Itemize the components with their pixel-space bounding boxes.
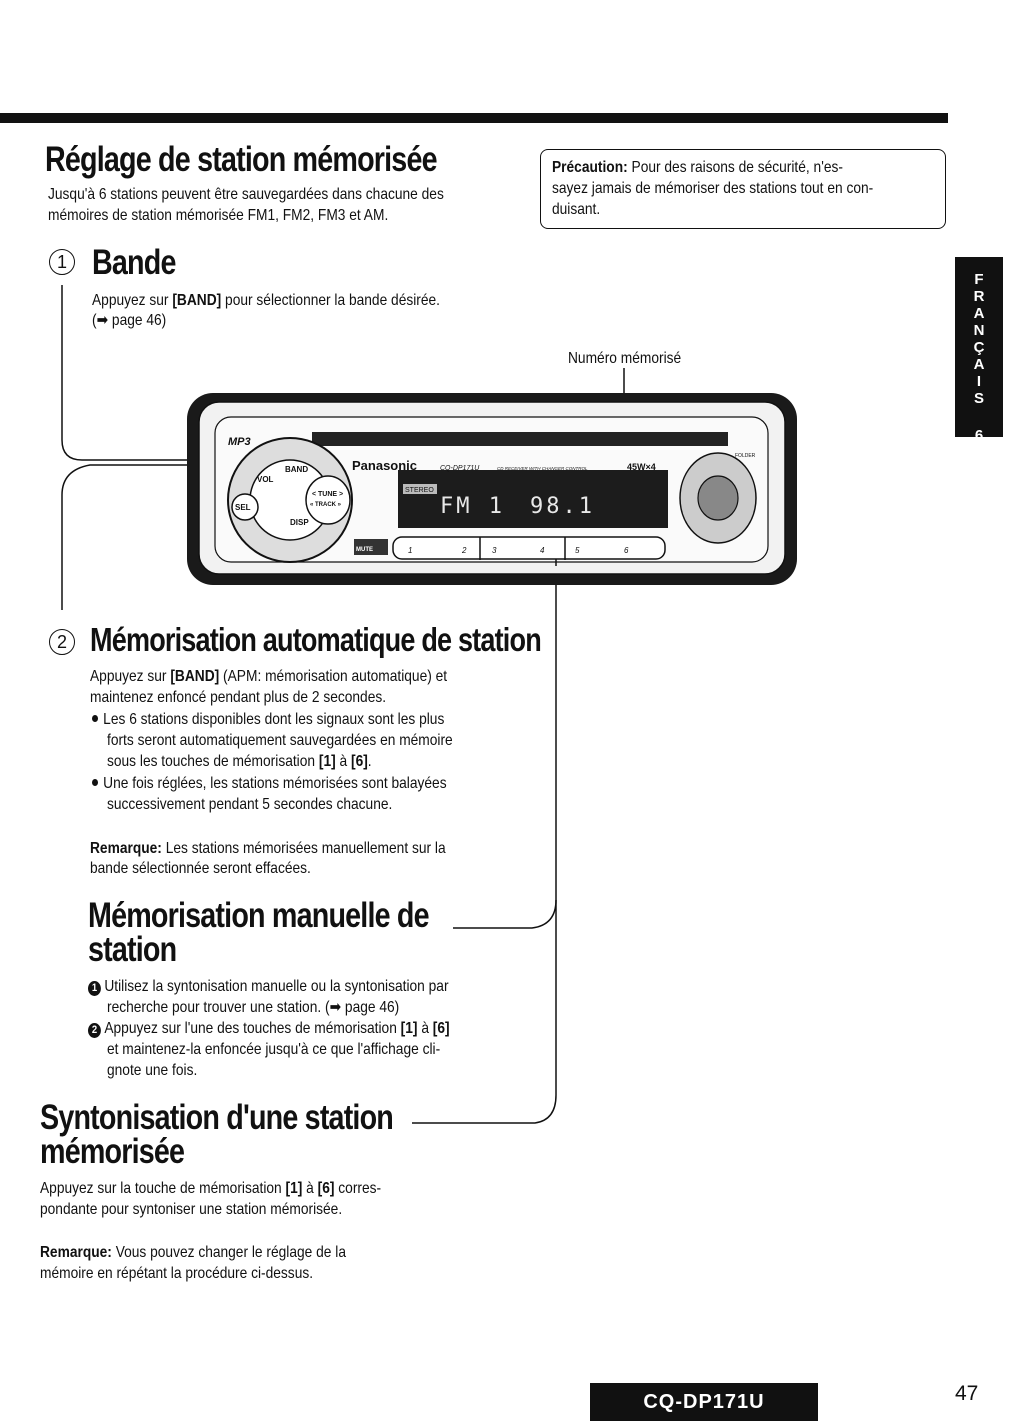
preset-4-label: 4	[540, 546, 545, 555]
preset-6-label: 6	[624, 546, 629, 555]
section-tune-title-2: mémorisée	[40, 1132, 185, 1171]
manual-step-text: Appuyez sur l'une des touches de mémorisation	[104, 1020, 401, 1037]
manual-step-1-line-2: recherche pour trouver une station. (➡ page 46)	[107, 999, 400, 1016]
tab-number: 6	[974, 427, 984, 444]
model-label: CQ-DP171U	[440, 465, 480, 472]
page-number: 47	[955, 1382, 979, 1405]
preset-5-label: 5	[575, 546, 580, 555]
tune-text: corres-	[334, 1180, 382, 1197]
auto-line-1	[90, 666, 447, 687]
bullet-icon	[92, 715, 98, 722]
sel-button-label: SEL	[235, 503, 251, 512]
tune-line-2: pondante pour syntoniser une station mémorisée.	[40, 1201, 343, 1218]
step-2-icon: 2	[88, 1023, 101, 1038]
tab-letter: Ç	[973, 339, 985, 356]
brand-logo: Panasonic	[352, 458, 418, 473]
note-text: Les stations mémorisées manuellement sur la	[161, 840, 446, 857]
preset-1-label: 1	[408, 546, 413, 555]
folder-label: FOLDER	[735, 453, 756, 459]
auto-bullet-2-line-1	[92, 773, 447, 794]
auto-bullet-1-line-3	[107, 751, 372, 772]
section-number-1: 1	[49, 249, 75, 275]
band-key: [BAND]	[170, 668, 220, 685]
preset-key-6: [6]	[432, 1020, 450, 1037]
preset-key-1: [1]	[318, 753, 336, 770]
auto-bullet-text: sous les touches de mémorisation	[107, 753, 319, 770]
bullet-icon	[92, 779, 98, 786]
tune-label: < TUNE >	[312, 491, 344, 498]
preset-key-6: [6]	[317, 1180, 335, 1197]
power-rating: 45W×4	[627, 462, 656, 472]
auto-note-line-2: bande sélectionnée seront effacées.	[90, 860, 311, 877]
display-band: FM 1	[440, 494, 505, 519]
display-frequency: 98.1	[530, 494, 595, 519]
bande-line-2: (➡ page 46)	[92, 312, 167, 329]
disp-button-label: DISP	[290, 518, 309, 527]
preset-key-6: [6]	[350, 753, 368, 770]
auto-bullet-1-line-1	[92, 709, 444, 730]
manual-step-2-line-3: gnote une fois.	[107, 1062, 198, 1079]
preset-key-1: [1]	[400, 1020, 418, 1037]
bande-text: Appuyez sur	[92, 292, 173, 309]
auto-text: Appuyez sur	[90, 668, 171, 685]
tune-note-line-1	[40, 1242, 346, 1263]
manual-step-text: Utilisez la syntonisation manuelle ou la syntonisation par	[104, 978, 449, 995]
auto-bullet-text: Une fois réglées, les stations mémorisées sont balayées	[103, 775, 447, 792]
auto-text: (APM: mémorisation automatique) et	[219, 668, 448, 685]
bande-text: pour sélectionner la bande désirée.	[221, 292, 441, 309]
tab-letter: A	[973, 356, 985, 373]
section-2-marker	[49, 629, 75, 655]
section-manual-title-2: station	[88, 930, 177, 969]
precaution-label: Précaution:	[552, 159, 628, 176]
callout-preset-number: Numéro mémorisé	[568, 350, 682, 367]
tune-text: Appuyez sur la touche de mémorisation	[40, 1180, 286, 1197]
section-number-2: 2	[49, 629, 75, 655]
tab-letter: I	[976, 373, 982, 390]
preset-3-label: 3	[492, 546, 497, 555]
tune-text: à	[302, 1180, 318, 1197]
manual-step-1-line-1	[88, 976, 449, 997]
tune-line-1	[40, 1178, 381, 1199]
manual-step-text: à	[417, 1020, 433, 1037]
auto-bullet-text: .	[367, 753, 372, 770]
note-label: Remarque:	[90, 840, 162, 857]
stereo-indicator: STEREO	[405, 487, 434, 494]
vol-label: VOL	[257, 475, 274, 484]
tab-letter: F	[974, 271, 984, 288]
band-button-label: BAND	[285, 465, 309, 474]
device-subtitle: CD RECEIVER WITH CHANGER CONTROL	[497, 466, 588, 471]
mp3-logo: MP3	[228, 436, 251, 448]
tab-letter: S	[973, 390, 984, 407]
precaution-line-2: sayez jamais de mémoriser des stations tout en con-	[552, 180, 874, 197]
precaution-text-1: Pour des raisons de sécurité, n'es-	[627, 159, 843, 176]
precaution-line-3: duisant.	[552, 201, 601, 218]
note-text: Vous pouvez changer le réglage de la	[111, 1244, 346, 1261]
band-key: [BAND]	[172, 292, 222, 309]
tab-letter: N	[973, 322, 985, 339]
manual-step-2-line-1	[88, 1018, 450, 1039]
auto-line-2: maintenez enfoncé pendant plus de 2 secondes.	[90, 689, 387, 706]
manual-step-2-line-2: et maintenez-la enfoncée jusqu'à ce que l'affichage cli-	[107, 1041, 441, 1058]
section-bande-title: Bande	[92, 243, 176, 282]
model-badge: CQ-DP171U	[590, 1383, 818, 1421]
intro-line-2: mémoires de station mémorisée FM1, FM2, FM3 et AM.	[48, 207, 389, 224]
section-tune-title-1: Syntonisation d'une station	[40, 1098, 394, 1137]
preset-2-label: 2	[462, 546, 467, 555]
step-1-icon: 1	[88, 981, 101, 996]
tab-letter: R	[973, 288, 985, 305]
tab-letter: A	[973, 305, 985, 322]
intro-line-1: Jusqu'à 6 stations peuvent être sauvegardées dans chacune des	[48, 186, 444, 203]
page-title: Réglage de station mémorisée	[45, 140, 437, 179]
auto-bullet-1-line-2: forts seront automatiquement sauvegardées en mémoire	[107, 732, 453, 749]
preset-key-1: [1]	[285, 1180, 303, 1197]
auto-note-line-1	[90, 838, 446, 859]
note-label: Remarque:	[40, 1244, 112, 1261]
auto-bullet-2-line-2: successivement pendant 5 secondes chacune.	[107, 796, 393, 813]
auto-bullet-text: Les 6 stations disponibles dont les signaux sont les plus	[103, 711, 445, 728]
section-manual-title-1: Mémorisation manuelle de	[88, 896, 429, 935]
auto-bullet-text: à	[335, 753, 351, 770]
mute-button-label: MUTE	[356, 547, 373, 553]
track-label: « TRACK »	[310, 502, 342, 508]
tune-note-line-2: mémoire en répétant la procédure ci-dessus.	[40, 1265, 314, 1282]
section-auto-title: Mémorisation automatique de station	[90, 621, 541, 658]
